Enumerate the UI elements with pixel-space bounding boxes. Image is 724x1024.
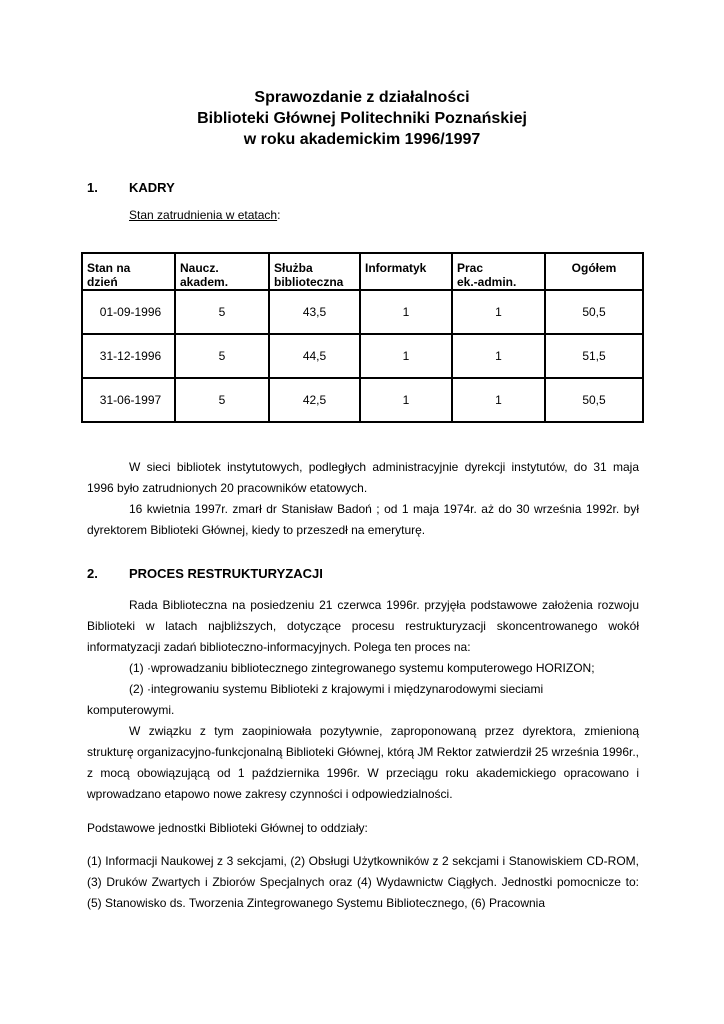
title-line-1: Sprawozdanie z działalności [254, 89, 470, 106]
cell-it: 1 [360, 334, 452, 378]
section-1-body [87, 457, 639, 541]
list-item-networks-continued: komputerowymi. [87, 703, 175, 717]
cell-total: 51,5 [545, 334, 643, 378]
cell-admin: 1 [452, 290, 545, 334]
paragraph-structure: W związku z tym zaopiniowała pozytywnie, zaproponowaną przez dyrektora, zmienioną strukturę organizacyjno-funkcjonalną Biblioteki Głównej, którą JM Rektor zatwierdził 25 września 1996r., z mocą obowiązującą od 1 października 1996r. W przeciągu roku akademickiego opracowano i wprowadzano etapowo nowe zakresy czynności i odpowiedzialności. [87, 724, 639, 801]
cell-date: 31-12-1996 [82, 334, 175, 378]
staffing-subheading [129, 208, 280, 222]
staffing-subheading-colon: : [277, 208, 281, 222]
cell-library-service: 43,5 [269, 290, 360, 334]
cell-admin: 1 [452, 334, 545, 378]
title-line-2: Biblioteki Głównej Politechniki Poznańskiej [197, 110, 527, 127]
cell-it: 1 [360, 290, 452, 334]
staffing-subheading-text: Stan zatrudnienia w etatach [129, 208, 278, 222]
cell-total: 50,5 [545, 290, 643, 334]
header-admin: Prac ek.-admin. [452, 253, 545, 290]
title-line-3: w roku akademickim 1996/1997 [243, 131, 481, 148]
list-item-horizon: (1) ·wprowadzaniu bibliotecznego zintegrowanego systemu komputerowego HORIZON; [129, 661, 595, 675]
paragraph-institute-libraries: W sieci bibliotek instytutowych, podległych administracyjnie dyrekcji instytutów, do 31 maja 1996 było zatrudnionych 20 pracowników etatowych. [87, 460, 639, 495]
paragraph-units-intro: Podstawowe jednostki Biblioteki Głównej to oddziały: [87, 821, 368, 835]
paragraph-units-list: (1) Informacji Naukowej z 3 sekcjami, (2) Obsługi Użytkowników z 2 sekcjami i Stanowiskiem CD-ROM, (3) Druków Zwartych i Zbiorów Specjalnych oraz (4) Wydawnictw Ciągłych. Jednostki pomocnicze to: (5) Stanowisko ds. Tworzenia Zintegrowanego Systemu Bibliotecznego, (6) Pracownia [87, 854, 639, 910]
table-row [82, 378, 643, 422]
paragraph-restructuring: Rada Biblioteczna na posiedzeniu 21 czerwca 1996r. przyjęła podstawowe założenia rozwoju Biblioteki w latach najbliższych, dotyczące procesu restrukturyzacji skoncentrowanego wokół informatyzacji zadań biblioteczno-informacyjnych. Polega ten proces na: [87, 598, 639, 654]
cell-academic: 5 [175, 290, 269, 334]
paragraph-obituary: 16 kwietnia 1997r. zmarł dr Stanisław Badoń ; od 1 maja 1974r. aż do 30 września 1992r. był dyrektorem Biblioteki Głównej, kiedy to przeszedł na emeryturę. [87, 502, 639, 537]
header-library-service: Służba biblioteczna [269, 253, 360, 290]
cell-academic: 5 [175, 378, 269, 422]
section-1-number: 1. [87, 180, 98, 195]
cell-date: 31-06-1997 [82, 378, 175, 422]
list-item-networks: (2) ·integrowaniu systemu Biblioteki z krajowymi i międzynarodowymi sieciami [129, 682, 544, 696]
cell-academic: 5 [175, 334, 269, 378]
cell-admin: 1 [452, 378, 545, 422]
cell-total: 50,5 [545, 378, 643, 422]
cell-it: 1 [360, 378, 452, 422]
section-2-number: 2. [87, 566, 98, 581]
table-row [82, 290, 643, 334]
header-date: Stan na dzień [82, 253, 175, 290]
cell-library-service: 44,5 [269, 334, 360, 378]
table-header-row [82, 253, 643, 290]
section-2-body [87, 595, 639, 805]
section-2-heading: PROCES RESTRUKTURYZACJI [129, 566, 323, 581]
staffing-table [81, 252, 644, 423]
section-1-heading: KADRY [129, 180, 175, 195]
cell-library-service: 42,5 [269, 378, 360, 422]
cell-date: 01-09-1996 [82, 290, 175, 334]
table-row [82, 334, 643, 378]
header-it: Informatyk [360, 253, 452, 290]
header-academic: Naucz. akadem. [175, 253, 269, 290]
document-title [0, 87, 724, 150]
header-total: Ogółem [545, 253, 643, 290]
